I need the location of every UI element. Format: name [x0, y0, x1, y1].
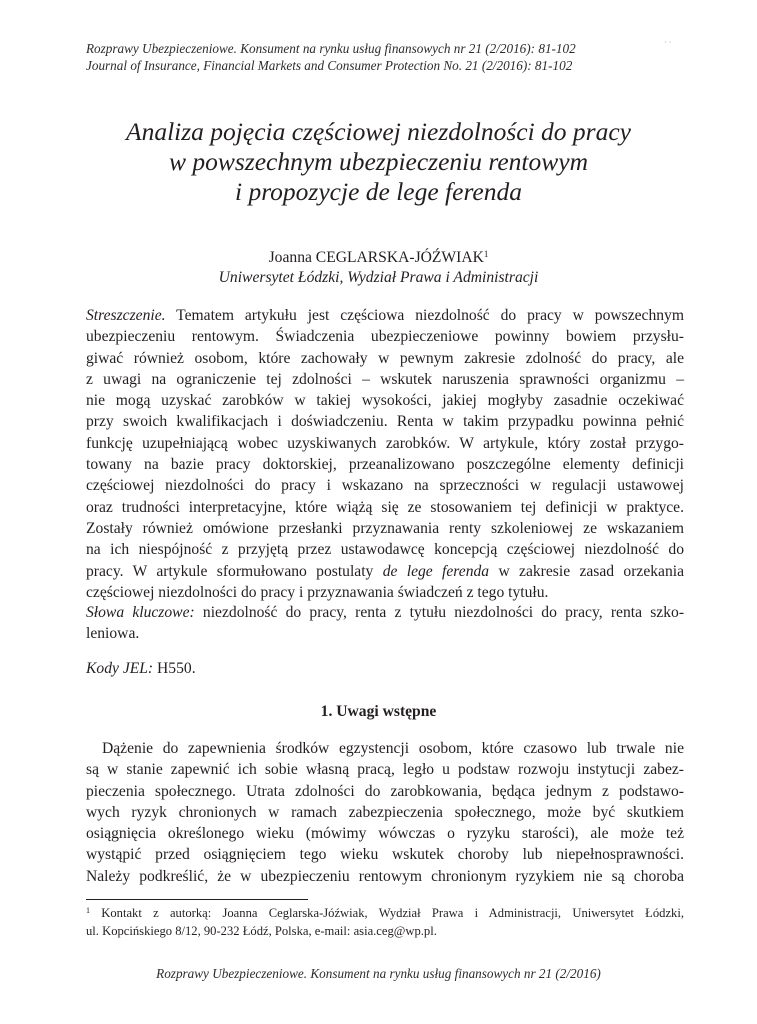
footnote-line: $^1$ Kontakt z autorką: Joanna Ceglarska-Jóźwiak, Wydział Prawa i Administracji, Uniwersytet Łódzki,	[86, 906, 684, 920]
keywords	[86, 602, 684, 645]
author-name	[60, 248, 697, 268]
author-footnote-marker: 1	[483, 249, 489, 259]
article-title	[60, 117, 697, 207]
abstract	[86, 305, 684, 603]
footnote	[86, 905, 684, 940]
jel-label: Kody JEL:	[86, 660, 154, 677]
running-header	[86, 40, 686, 74]
keywords-line: Słowa kluczowe: niezdolność do pracy, renta z tytułu niezdolności do pracy, renta szko-	[86, 604, 685, 621]
abstract-line: częściowej niezdolności do pracy i przyznawania świadczeń z tego tytułu.	[86, 583, 549, 601]
body-line: wystąpić przed osiągnięciem tego wieku wskutek choroby lub niepełnosprawności.	[86, 846, 684, 864]
abstract-label: Streszczenie.	[86, 307, 166, 324]
footnote-line: ul. Kopcińskiego 8/12, 90-232 Łódź, Polska, e-mail: asia.ceg@wp.pl.	[86, 923, 437, 938]
title-line-3: i propozycje de lege ferenda	[234, 177, 522, 206]
body-line: wych ryzyk chronionych w ramach zabezpieczenia społecznego, może być skutkiem	[86, 803, 684, 821]
title-line-2: w powszechnym ubezpieczeniu rentowym	[168, 147, 589, 176]
abstract-line: giwać również osobom, które zachowały w pewnym zakresie zdolność do pracy, ale	[86, 349, 684, 367]
abstract-emphasis: de lege ferenda	[382, 562, 490, 580]
abstract-line: towany na bazie pracy doktorskiej, przeanalizowano poszczególne elementy definicji	[86, 456, 684, 474]
abstract-line: ubezpieczeniu rentowym. Świadczenia ubezpieczeniowe powinny bowiem przysłu-	[86, 328, 684, 346]
keywords-line: leniowa.	[86, 625, 140, 643]
title-line-1: Analiza pojęcia częściowej niezdolności do pracy	[126, 117, 631, 146]
jel-value: H550.	[153, 660, 196, 677]
keywords-label: Słowa kluczowe:	[86, 604, 195, 621]
body-line: Dążenie do zapewnienia środków egzystencji osobom, które czasowo lub trwale nie	[102, 740, 684, 757]
body-paragraph	[86, 738, 684, 887]
header-polish: Rozprawy Ubezpieczeniowe. Konsument na rynku usług finansowych nr 21 (2/2016): 81-102	[86, 41, 576, 56]
body-line: Należy podkreślić, że w ubezpieczeniu rentowym chronionym ryzykiem nie są choroba	[86, 867, 684, 885]
running-footer: Rozprawy Ubezpieczeniowe. Konsument na rynku usług finansowych nr 21 (2/2016)	[156, 966, 601, 981]
body-line: pieczenia społecznego. Utrata zdolności do zarobkowania, będąca jednym z podstawo-	[86, 782, 684, 800]
abstract-line: funkcję uzupełniającą wobec uzyskiwanych zarobków. W artykule, który został przygo-	[86, 434, 684, 452]
corner-mark: · ·	[664, 38, 672, 47]
author-name-text: Joanna CEGLARSKA-JÓŹWIAK	[268, 249, 484, 266]
header-english: Journal of Insurance, Financial Markets and Consumer Protection No. 21 (2/2016): 81-102	[86, 58, 573, 73]
abstract-line: przy swoich kwalifikacjach i doświadczeniu. Renta w takim przypadku powinna pełnić	[86, 413, 684, 431]
abstract-line: częściowej niezdolności do pracy i wskazano na sprzeczności w regulacji ustawowej	[86, 477, 684, 495]
body-line: są w stanie zapewnić ich sobie własną pracą, legło u podstaw rozwoju instytucji zabez-	[86, 761, 684, 779]
footnote-marker: 1	[86, 906, 90, 915]
abstract-line: Zostały również omówione przesłanki przyznawania renty szkoleniowej ze wskazaniem	[86, 519, 684, 537]
author-affiliation: Uniwersytet Łódzki, Wydział Prawa i Administracji	[218, 269, 539, 286]
abstract-line: pracy. W artykule sformułowano postulaty de lege ferenda w zakresie zasad orzekania	[86, 562, 685, 580]
abstract-line: oraz trudności interpretacyjne, które wiążą się ze stosowaniem tej definicji w praktyce.	[86, 498, 684, 516]
section-heading: 1. Uwagi wstępne	[320, 703, 437, 720]
abstract-line: Streszczenie. Tematem artykułu jest częściowa niezdolność do pracy w powszechnym	[86, 307, 684, 324]
abstract-line: na ich niespójność z przyjętą przez ustawodawcę koncepcją częściowej niezdolność do	[86, 541, 684, 559]
abstract-line: nie mogą uzyskać zarobków w takiej wysokości, jakiej mogłyby zasadnie oczekiwać	[86, 392, 684, 410]
footnote-divider	[86, 899, 308, 900]
jel-codes	[86, 658, 684, 679]
body-line: osiągnięcia określonego wieku (mówimy wówczas o ryzyku starości), ale może też	[86, 825, 684, 843]
abstract-line: z uwagi na ograniczenie tej zdolności – wskutek naruszenia sprawności organizmu –	[86, 370, 684, 388]
